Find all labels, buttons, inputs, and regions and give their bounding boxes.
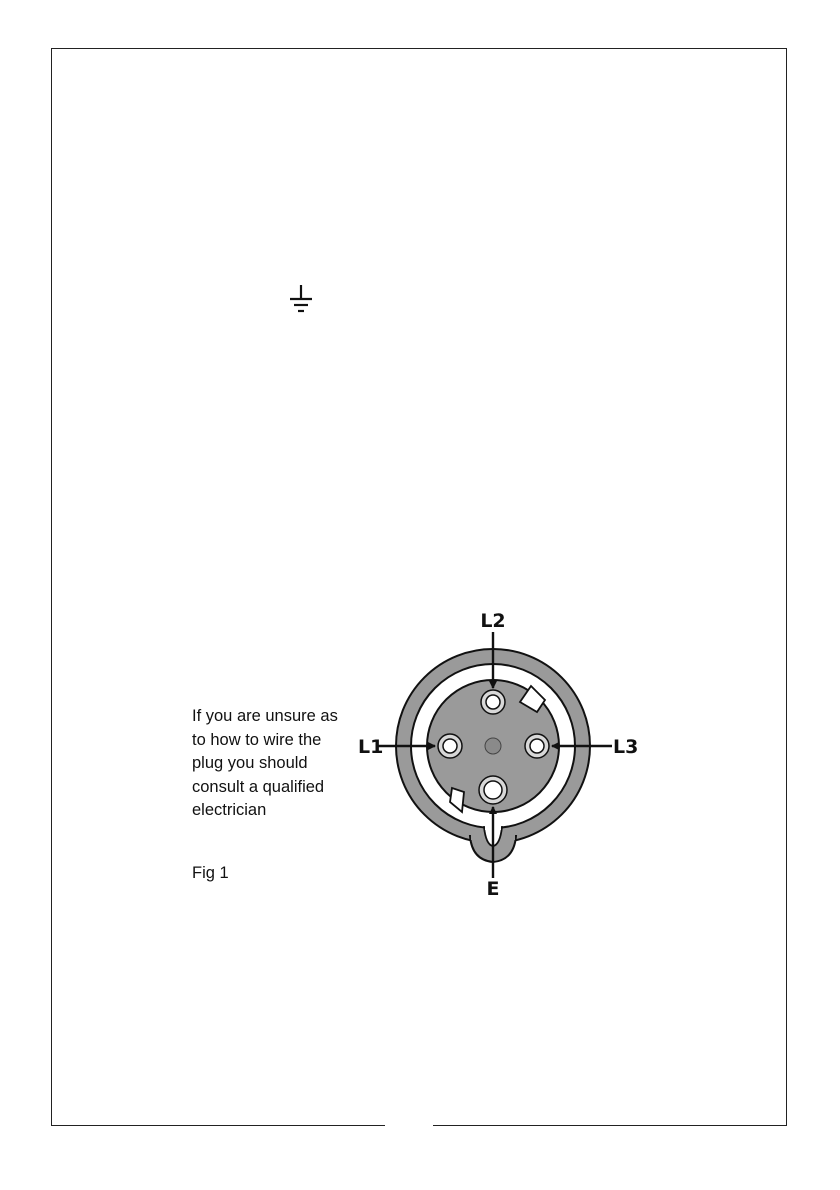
note-line: consult a qualified bbox=[192, 777, 325, 796]
center-hole bbox=[485, 738, 501, 754]
pin-l1 bbox=[438, 734, 462, 758]
earth-ground-icon bbox=[288, 283, 314, 315]
page-frame bbox=[51, 48, 787, 1126]
label-l1: L1 bbox=[358, 736, 384, 758]
plug-pin-diagram bbox=[350, 605, 650, 905]
pin-l2 bbox=[481, 690, 505, 714]
pin-earth bbox=[479, 776, 507, 804]
label-l2: L2 bbox=[480, 610, 506, 632]
note-line: to how to wire the bbox=[192, 730, 322, 749]
pin-l3 bbox=[525, 734, 549, 758]
note-line: electrician bbox=[192, 801, 267, 819]
note-line: plug you should bbox=[192, 754, 308, 772]
label-l3: L3 bbox=[613, 736, 639, 758]
note-line: If you are unsure as bbox=[192, 707, 338, 725]
frame-gap bbox=[385, 1118, 433, 1132]
label-earth: E bbox=[486, 878, 500, 900]
figure-caption: Fig 1 bbox=[192, 864, 229, 882]
